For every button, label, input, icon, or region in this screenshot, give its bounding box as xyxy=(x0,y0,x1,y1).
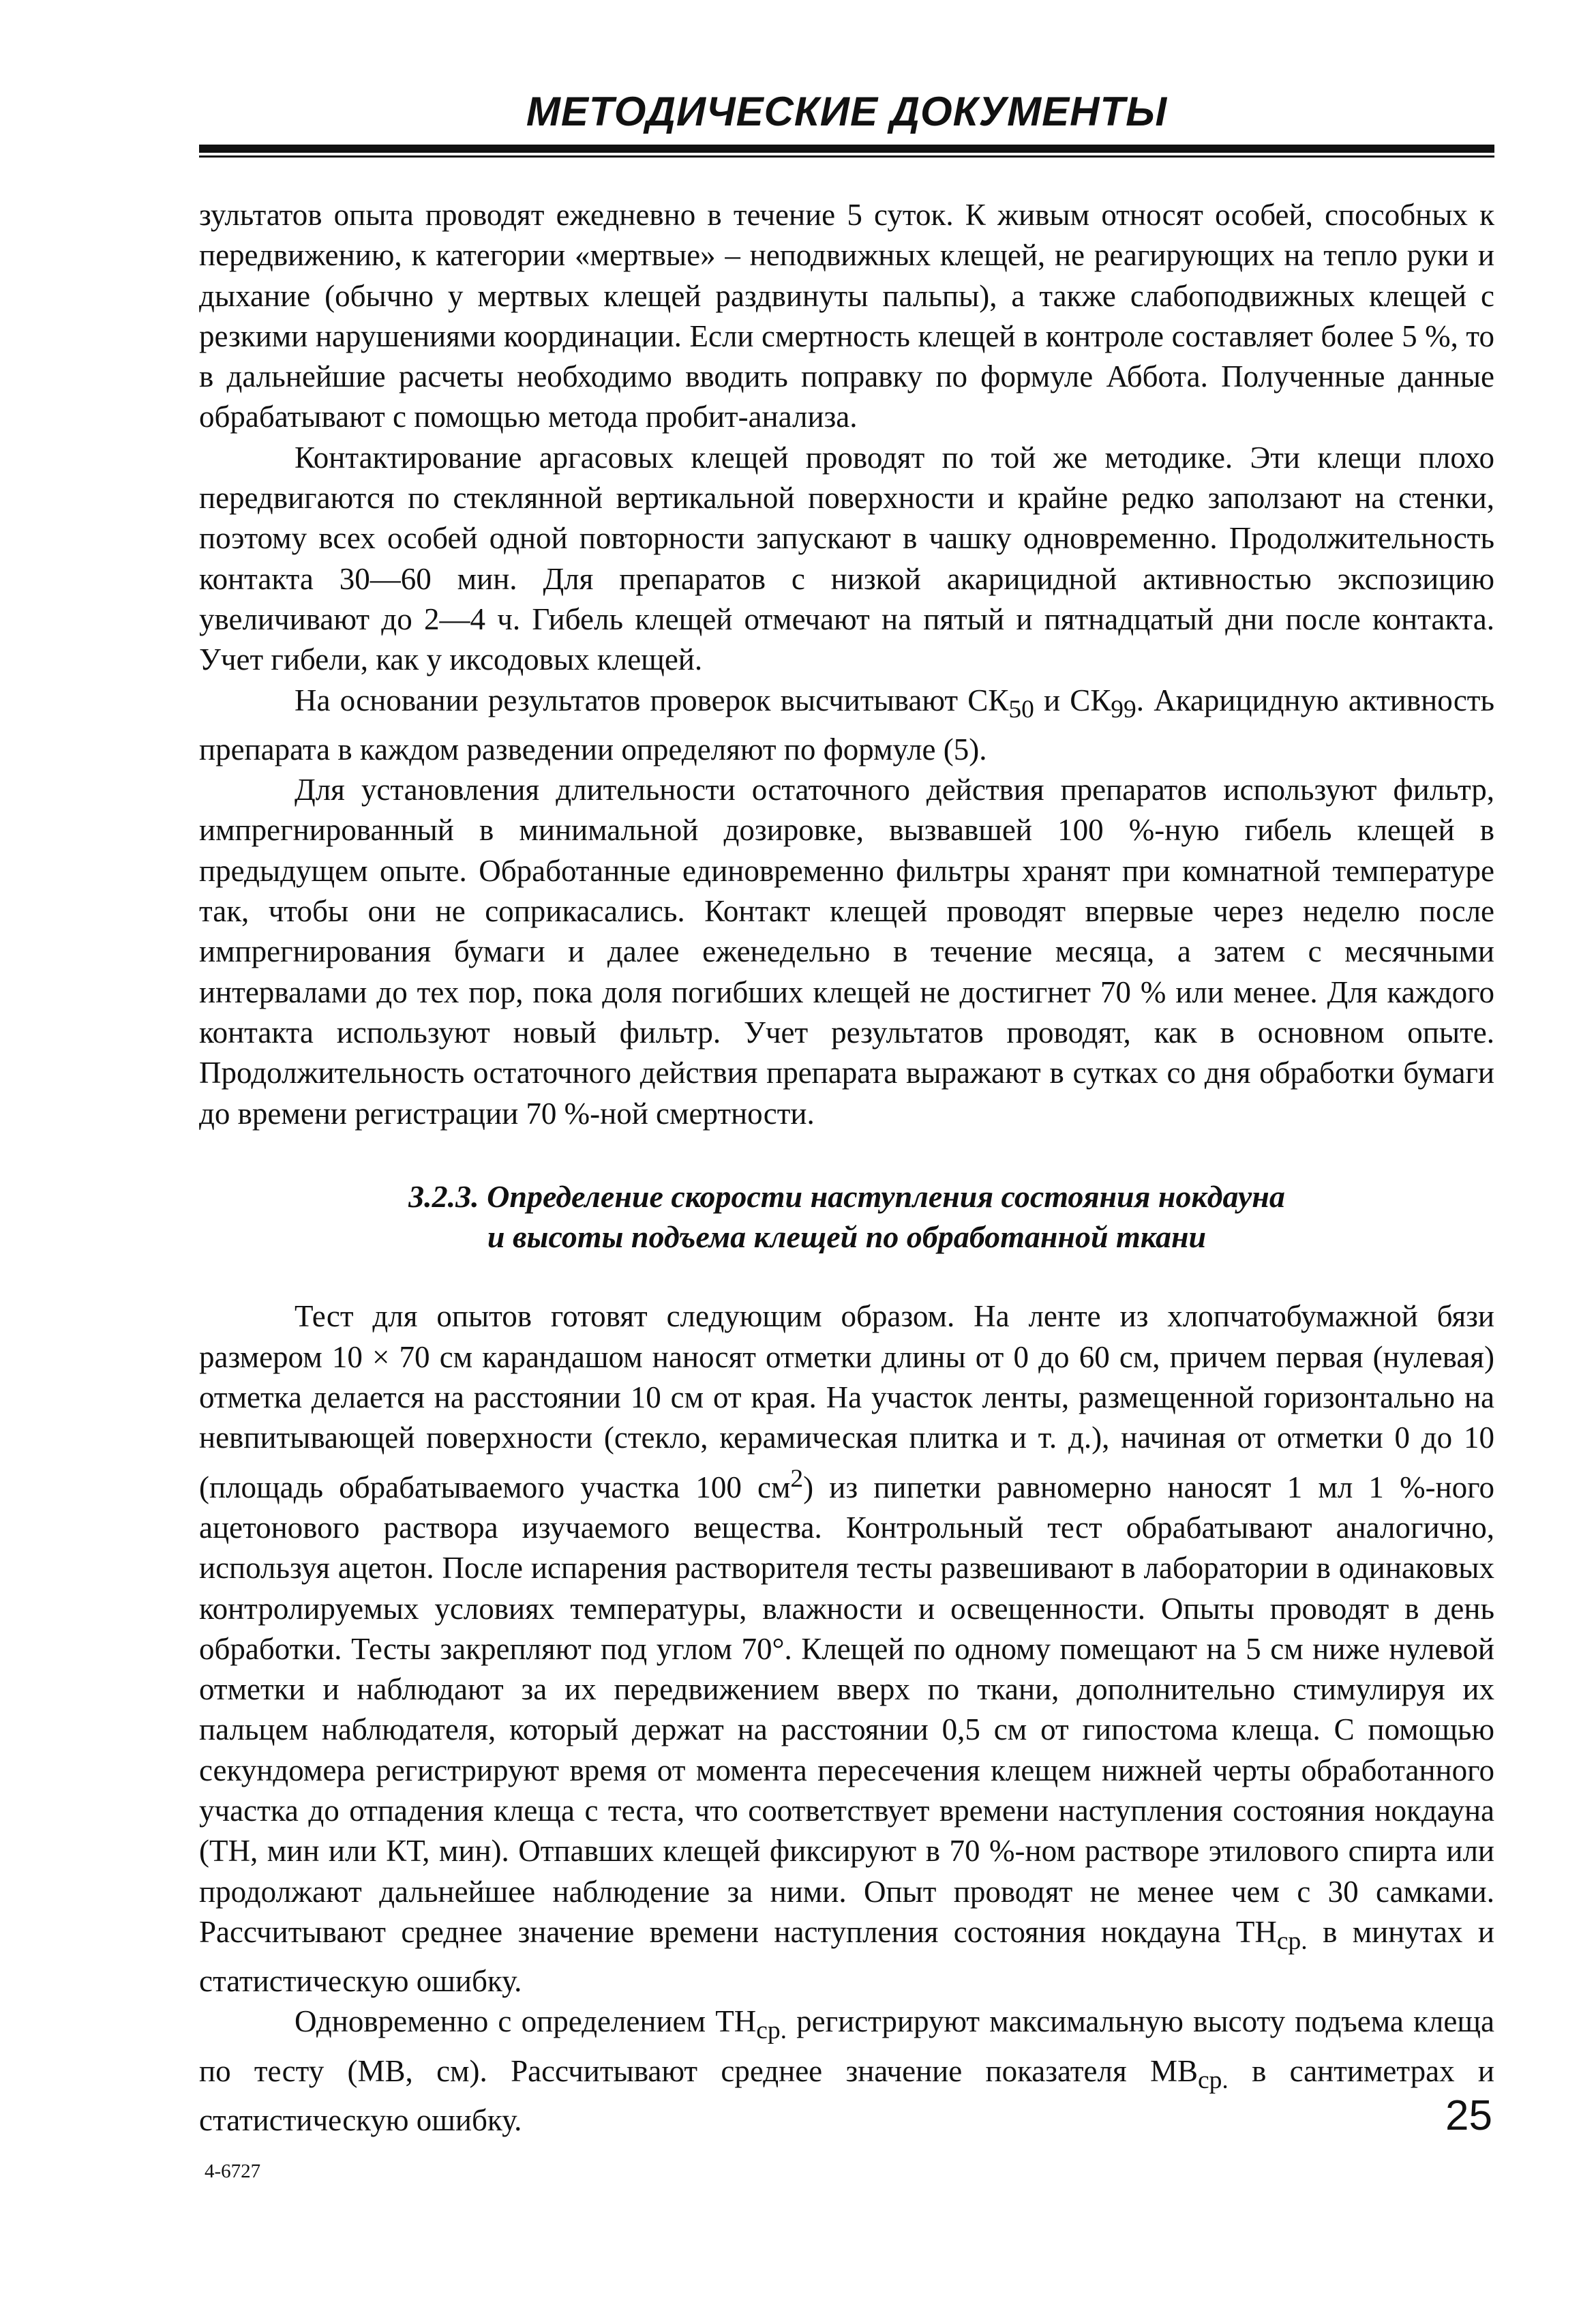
text-run: . Акарицидную активность препарата в каждом разведении определяют по формуле (5). xyxy=(199,683,1494,766)
section-heading xyxy=(199,1176,1494,1257)
subscript: ср. xyxy=(1276,1926,1308,1955)
text-run: и СК xyxy=(1034,683,1111,717)
section-heading-line: 3.2.3. Определение скорости наступления состояния нокдауна xyxy=(408,1178,1285,1214)
paragraph-lc-calculation xyxy=(199,681,1494,771)
page-number: 25 xyxy=(1445,2092,1492,2139)
subscript: ср. xyxy=(756,2016,787,2045)
header-rule xyxy=(199,145,1494,153)
print-code: 4-6727 xyxy=(205,2160,261,2182)
running-header: МЕТОДИЧЕСКИЕ ДОКУМЕНТЫ xyxy=(526,89,1168,134)
paragraph-residual-action: Для установления длительности остаточного действия препаратов используют фильтр, импрегнированный в минимальной дозировке, вызвавшей 100 %-ную гибель клещей в предыдущем опыте. Обработанные единовременно фильтры хранят при комнатной температуре так, чтобы они не соприкасались. Контакт клещей проводят впервые через неделю после импрегнирования бумаги и далее еженедельно в течение месяца, а затем с месячными интервалами до тех пор, пока доля погибших клещей не достигнет 70 % или менее. Для каждого контакта используют новый фильтр. Учет результатов проводят, как в основном опыте. Продолжительность остаточного действия препарата выражают в сутках со дня обработки бумаги до времени регистрации 70 %-ной смертности. xyxy=(199,773,1494,1131)
paragraph-max-height xyxy=(199,2001,1494,2141)
text-run: регистрируют максимальную высоту подъема клеща по тесту (МВ, см). Рассчитывают среднее значение показателя МВ xyxy=(199,2004,1494,2088)
body-text xyxy=(199,195,1494,2141)
header-rule-thin xyxy=(199,155,1494,158)
paragraph-continuation: зультатов опыта проводят ежедневно в течение 5 суток. К живым относят особей, способных к передвижению, к категории «мертвые» – неподвижных клещей, не реагирующих на тепло руки и дыхание (обычно у мертвых клещей раздвинуты пальпы), а также слабоподвижных клещей с резкими нарушениями координации. Если смертность клещей в контроле составляет более 5 %, то в дальнейшие расчеты необходимо вводить поправку по формуле Аббота. Полученные данные обрабатывают с помощью метода пробит-анализа. xyxy=(199,198,1494,434)
subscript: ср. xyxy=(1197,2066,1229,2094)
subscript: 50 xyxy=(1008,695,1034,724)
paragraph-argasid-contact: Контактирование аргасовых клещей проводят по той же методике. Эти клещи плохо передвигаются по стеклянной вертикальной поверхности и крайне редко заползают на стенки, поэтому всех особей одной повторности запускают в чашку одновременно. Продолжительность контакта 30—60 мин. Для препаратов с низкой акарицидной активностью экспозицию увеличивают до 2—4 ч. Гибель клещей отмечают на пятый и пятнадцатый дни после контакта. Учет гибели, как у иксодовых клещей. xyxy=(199,440,1494,677)
superscript: 2 xyxy=(790,1464,804,1493)
paragraph-test-method xyxy=(199,1296,1494,2001)
section-heading-line: и высоты подъема клещей по обработанной ткани xyxy=(487,1219,1207,1255)
text-run: На основании результатов проверок высчитывают СК xyxy=(295,683,1009,717)
subscript: 99 xyxy=(1111,695,1136,724)
text-run: в сантиметрах и статистическую ошибку. xyxy=(199,2053,1494,2138)
text-run: Одновременно с определением ТН xyxy=(295,2004,757,2039)
text-run: Тест для опытов готовят следующим образом. На ленте из хлопчатобумажной бязи размером 10 × 70 см карандашом наносят отметки длины от 0 до 60 см, причем первая (нулевая) отметка делается на расстоянии 10 см от края. На участок ленты, размещенной горизонтально на невпитывающей поверхности (стекло, керамическая плитка и т. д.), начиная от отметки 0 до 10 (площадь обрабатываемого участка 100 см xyxy=(199,1299,1494,1504)
text-run: в минутах и статистическую ошибку. xyxy=(199,1914,1494,1999)
text-run: ) из пипетки равномерно наносят 1 мл 1 %-ного ацетонового раствора изучаемого вещества. Контрольный тест обрабатывают аналогично, используя ацетон. После испарения растворителя тесты развешивают в лаборатории в одинаковых контролируемых условиях температуры, влажности и освещенности. Опыты проводят в день обработки. Тесты закрепляют под углом 70°. Клещей по одному помещают на 5 см ниже нулевой отметки и наблюдают за их передвижением вверх по ткани, дополнительно стимулируя их пальцем наблюдателя, который держат на расстоянии 0,5 см от гипостома клеща. С помощью секундомера регистрируют время от момента пересечения клещем нижней черты обработанного участка до отпадения клеща с теста, что соответствует времени наступления состояния нокдауна (ТН, мин или КТ, мин). Отпавших клещей фиксируют в 70 %-ном растворе этилового спирта или продолжают дальнейшее наблюдение за ними. Опыт проводят не менее чем с 30 самками. Рассчитывают среднее значение времени наступления состояния нокдауна ТН xyxy=(199,1470,1494,1949)
